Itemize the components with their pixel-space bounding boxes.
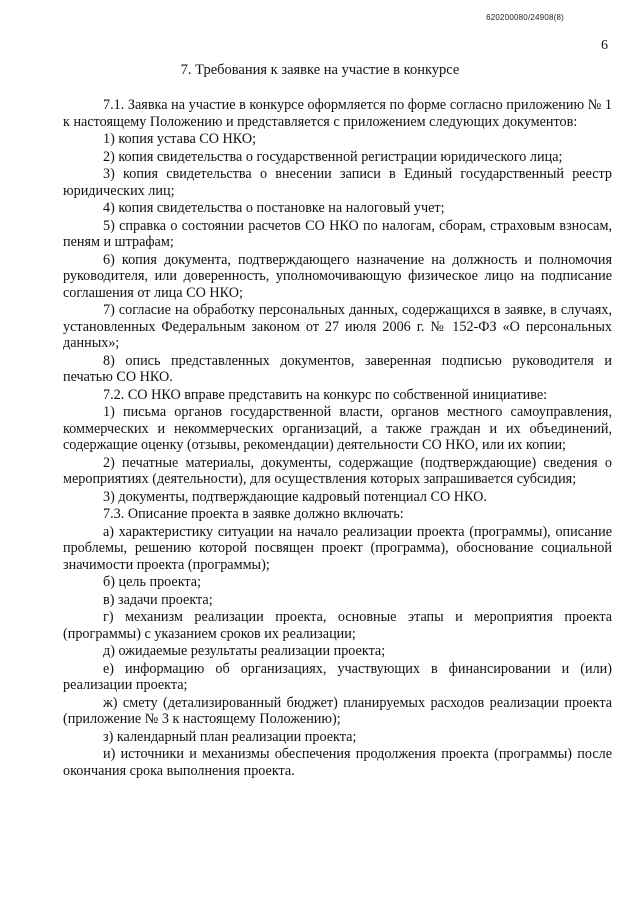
list-item: 4) копия свидетельства о постановке на налоговый учет; (103, 200, 445, 216)
paragraph-7-3: 7.3. Описание проекта в заявке должно включать: (103, 506, 404, 522)
list-item: б) цель проекта; (103, 574, 202, 590)
list-item: а) характеристику ситуации на начало реализации проекта (программы), описание проблемы, решению которой посвящен проект (программа), обоснование социальной значимости проекта (программы); (63, 523, 612, 573)
list-item: 6) копия документа, подтверждающего назначение на должность и полномочия руководителя, или доверенность, уполномочивающую физическое лицо на подписание соглашения от лица СО НКО; (63, 251, 612, 301)
list-item: з) календарный план реализации проекта; (103, 728, 357, 745)
list-item: 3) документы, подтверждающие кадровый потенциал СО НКО. (103, 488, 487, 505)
list-item: 3) копия свидетельства о внесении записи в Единый государственный реестр юридических лиц; (63, 166, 612, 199)
list-item: 5) справка о состоянии расчетов СО НКО по налогам, сборам, страховым взносам, пеням и штрафам; (63, 217, 612, 250)
list-item: 2) печатные материалы, документы, содержащие (подтверждающие) сведения о мероприятиях (деятельности), для осуществления которых запрашивается субсидия; (63, 454, 612, 487)
list-item: ж) смету (детализированный бюджет) планируемых расходов реализации проекта (приложение № 3 к настоящему Положению); (63, 694, 612, 727)
list-item: 8) опись представленных документов, заверенная подписью руководителя и печатью СО НКО. (63, 352, 612, 385)
list-item: д) ожидаемые результаты реализации проекта; (103, 643, 386, 659)
paragraph-7-2: 7.2. СО НКО вправе представить на конкурс по собственной инициативе: (103, 386, 548, 403)
paragraph-7-1: 7.1. Заявка на участие в конкурсе оформляется по форме согласно приложению № 1 к настоящему Положению и представляется с приложением следующих документов: (63, 97, 612, 130)
page-number: 6 (601, 38, 608, 53)
list-item: 1) письма органов государственной власти, органов местного самоуправления, коммерческих и некоммерческих организаций, а также граждан и их объединений, содержащие оценку (отзывы, рекомендации) деятельности СО НКО, или их копии; (63, 404, 612, 453)
document-id: 620200080/24908(8) (486, 13, 564, 22)
list-item: г) механизм реализации проекта, основные этапы и мероприятия проекта (программы) с указанием сроков их реализации; (63, 609, 612, 642)
list-item: 1) копия устава СО НКО; (103, 131, 257, 147)
list-item: и) источники и механизмы обеспечения продолжения проекта (программы) после окончания срока выполнения проекта. (63, 746, 612, 779)
list-item: 2) копия свидетельства о государственной регистрации юридического лица; (103, 148, 563, 165)
list-item: е) информацию об организациях, участвующих в финансировании и (или) реализации проекта; (63, 660, 612, 693)
list-item: 7) согласие на обработку персональных данных, содержащихся в заявке, в случаях, установленных Федеральным законом от 27 июля 2006 г. № 152-ФЗ «О персональных данных»; (63, 302, 612, 351)
document-body (63, 97, 612, 780)
section-title: 7. Требования к заявке на участие в конкурсе (180, 62, 460, 78)
list-item: в) задачи проекта; (103, 591, 213, 608)
